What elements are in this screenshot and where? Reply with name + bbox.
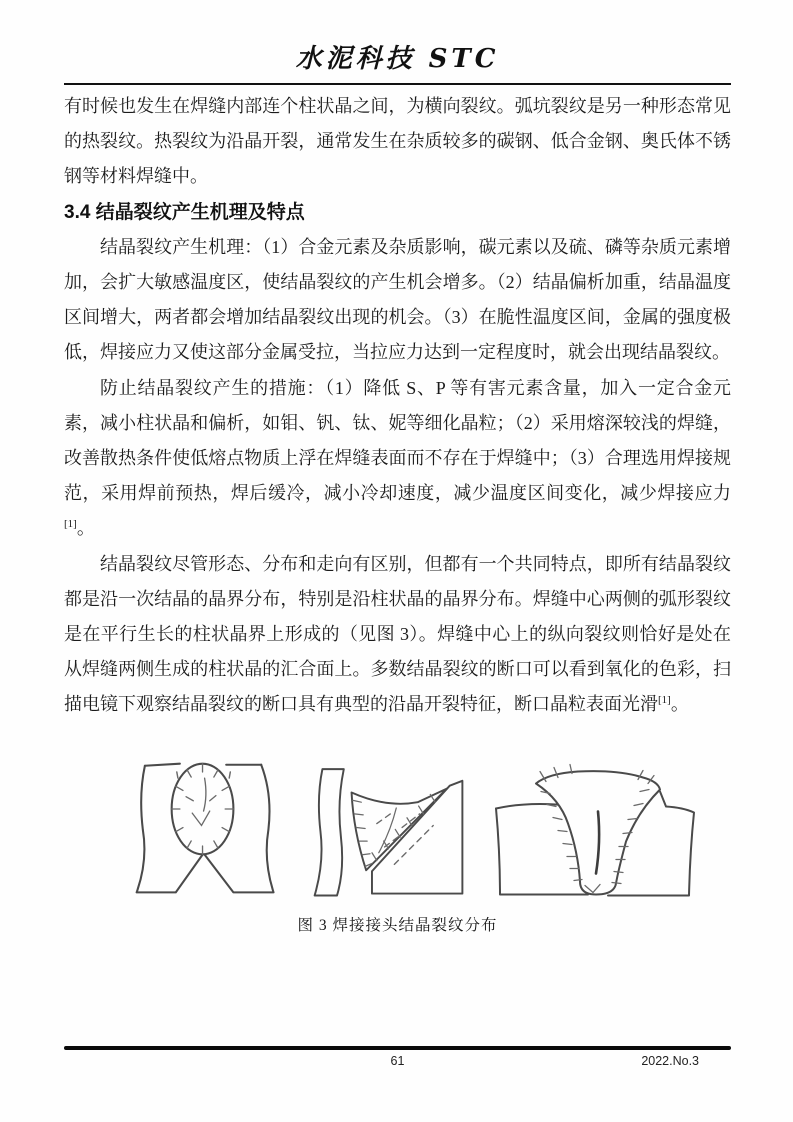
section-heading: 3.4 结晶裂纹产生机理及特点 [64, 201, 305, 223]
page-footer [64, 1046, 731, 1072]
figure-caption: 图 3 焊接接头结晶裂纹分布 [297, 916, 498, 934]
page-number: 61 [390, 1054, 405, 1068]
footer-rule [64, 1046, 731, 1050]
body-paragraph-continued: 有时候也发生在焊缝内部连个柱状晶之间，为横向裂纹。弧坑裂纹是另一种形态常见的热裂纹。热裂纹为沿晶开裂，通常发生在杂质较多的碳钢、低合金钢、奥氏体不锈钢等材料焊缝中。 [64, 96, 731, 187]
issue-number: 2022.No.3 [641, 1054, 699, 1068]
header-rule [64, 83, 731, 85]
body-paragraph: 结晶裂纹产生机理：（1）合金元素及杂质影响，碳元素以及硫、磷等杂质元素增加，会扩大敏感温度区，使结晶裂纹的产生机会增多。（2）结晶偏析加重，结晶温度区间增大，两者都会增加结晶裂纹出现的机会。（3）在脆性温度区间，金属的强度极低，焊接应力又使这部分金属受拉，当拉应力达到一定程度时，就会出现结晶裂纹。 [64, 236, 731, 363]
body-paragraph: 结晶裂纹尽管形态、分布和走向有区别，但都有一个共同特点，即所有结晶裂纹都是沿一次结晶的晶界分布，特别是沿柱状晶的晶界分布。焊缝中心两侧的弧形裂纹是在平行生长的柱状晶界上形成的（见图 3）。焊缝中心上的纵向裂纹则恰好是处在从焊缝两侧生成的柱状晶的汇合面上。多数结晶裂纹的断口可以看到氧化的色彩，扫描电镜下观察结晶裂纹的断口具有典型的沿晶开裂特征，断口晶粒表面光滑[1]。 [64, 553, 731, 715]
body-paragraph: 防止结晶裂纹产生的措施：（1）降低 S、P 等有害元素含量，加入一定合金元素，减小柱状晶和偏析，如钼、钒、钛、妮等细化晶粒；（2）采用熔深较浅的焊缝，改善散热条件使低熔点物质上浮在焊缝表面而不存在于焊缝中；（3）合理选用焊接规范，采用焊前预热，焊后缓冷，减小冷却速度，减少温度区间变化，减少焊接应力[1]。 [64, 377, 731, 539]
page-content [64, 0, 731, 935]
weld-hatch-ticks [353, 794, 436, 866]
journal-title: 水泥科技 STC [295, 44, 500, 74]
footer-row [64, 1054, 731, 1072]
article-body [64, 89, 731, 723]
figure-3 [64, 749, 731, 935]
figure-3-panels [114, 749, 731, 904]
weld-sketch-corner-joint [301, 749, 476, 904]
weld-sketch-x-groove [114, 749, 289, 904]
weld-sketch-v-butt [488, 749, 703, 904]
